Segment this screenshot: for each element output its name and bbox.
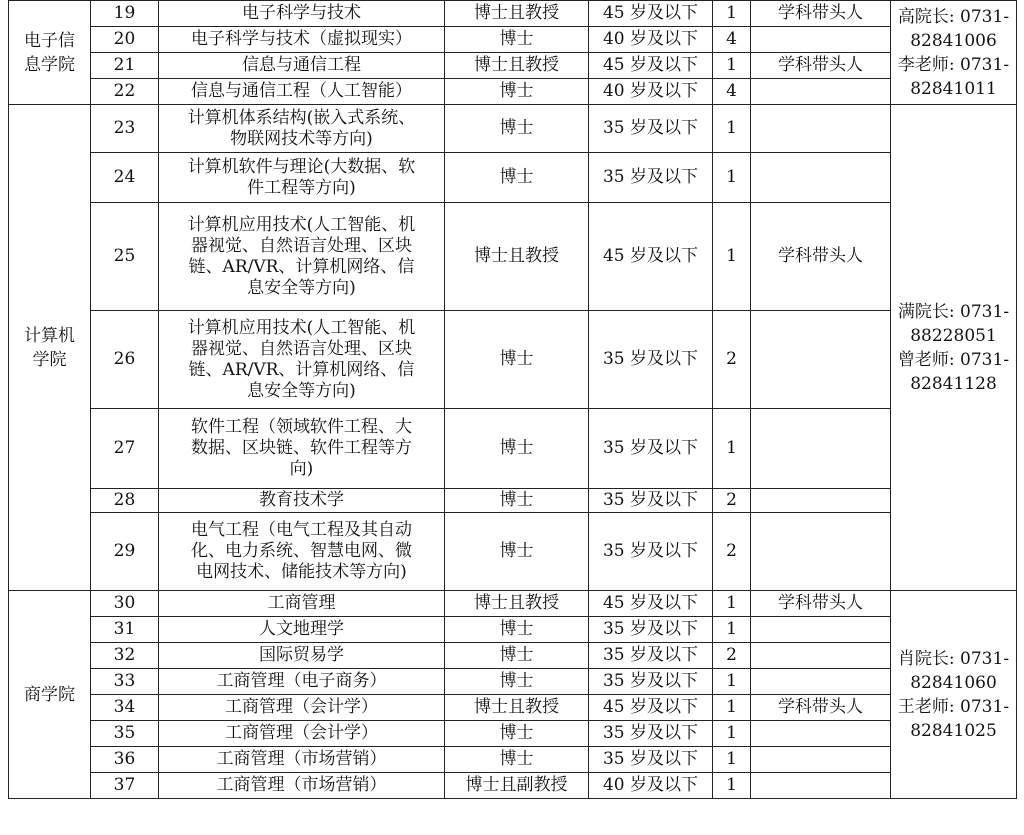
remark: [751, 409, 891, 489]
position-number: 22: [91, 79, 159, 105]
position-number: 24: [91, 153, 159, 203]
table-row: [9, 747, 1017, 773]
table-row: [9, 153, 1017, 203]
remark: [751, 721, 891, 747]
degree-requirement: 博士: [445, 27, 589, 53]
remark: [751, 669, 891, 695]
headcount: 1: [713, 591, 751, 617]
major-line: 件工程等方向): [247, 177, 356, 198]
dept-line: 商学院: [24, 684, 75, 705]
major-line: 链、AR/VR、计算机网络、信: [188, 256, 415, 277]
age-requirement: 35 岁及以下: [589, 669, 713, 695]
major-cell: [159, 79, 445, 105]
age-requirement: 35 岁及以下: [589, 617, 713, 643]
remark: [751, 79, 891, 105]
degree-requirement: 博士且副教授: [445, 773, 589, 799]
contact-cell: [891, 105, 1017, 591]
headcount: 2: [713, 513, 751, 591]
major-cell: [159, 513, 445, 591]
remark: 学科带头人: [751, 53, 891, 79]
major-line: 信息与通信工程（人工智能）: [191, 81, 412, 101]
table-row: [9, 695, 1017, 721]
position-number: 19: [91, 1, 159, 27]
major-cell: [159, 669, 445, 695]
age-requirement: 35 岁及以下: [589, 513, 713, 591]
remark: [751, 643, 891, 669]
recruitment-table: [8, 0, 1017, 799]
major-cell: [159, 311, 445, 409]
major-cell: [159, 409, 445, 489]
major-line: 器视觉、自然语言处理、区块: [191, 235, 412, 256]
position-number: 30: [91, 591, 159, 617]
dept-line: 学院: [32, 349, 67, 370]
degree-requirement: 博士: [445, 105, 589, 153]
contact-line: 82841128: [910, 373, 997, 394]
headcount: 1: [713, 153, 751, 203]
major-line: 工商管理（市场营销）: [216, 749, 387, 769]
table-row: [9, 643, 1017, 669]
major-cell: [159, 591, 445, 617]
remark: [751, 105, 891, 153]
dept-line: 息学院: [24, 54, 75, 75]
degree-requirement: 博士: [445, 153, 589, 203]
age-requirement: 35 岁及以下: [589, 153, 713, 203]
contact-cell: [891, 591, 1017, 799]
age-requirement: 45 岁及以下: [589, 203, 713, 311]
major-line: 电子科学与技术: [242, 3, 361, 23]
major-cell: [159, 489, 445, 513]
degree-requirement: 博士: [445, 513, 589, 591]
department-cell: [9, 591, 91, 799]
age-requirement: 35 岁及以下: [589, 409, 713, 489]
age-requirement: 35 岁及以下: [589, 721, 713, 747]
headcount: 2: [713, 643, 751, 669]
table-row: [9, 203, 1017, 311]
position-number: 20: [91, 27, 159, 53]
major-cell: [159, 53, 445, 79]
contact-line: 82841011: [910, 78, 997, 99]
position-number: 33: [91, 669, 159, 695]
position-number: 26: [91, 311, 159, 409]
headcount: 1: [713, 1, 751, 27]
contact-line: 曾老师: 0731-: [897, 349, 1010, 370]
major-line: 化、电力系统、智慧电网、微: [191, 541, 412, 561]
position-number: 27: [91, 409, 159, 489]
major-cell: [159, 203, 445, 311]
position-number: 34: [91, 695, 159, 721]
remark: 学科带头人: [751, 695, 891, 721]
headcount: 1: [713, 773, 751, 799]
major-cell: [159, 153, 445, 203]
degree-requirement: 博士: [445, 489, 589, 513]
remark: 学科带头人: [751, 203, 891, 311]
major-line: 息安全等方向): [247, 277, 356, 298]
major-cell: [159, 643, 445, 669]
remark: [751, 617, 891, 643]
table-row: [9, 79, 1017, 105]
remark: [751, 311, 891, 409]
major-line: 息安全等方向): [247, 380, 356, 401]
position-number: 32: [91, 643, 159, 669]
table-row: [9, 1, 1017, 27]
degree-requirement: 博士且教授: [445, 53, 589, 79]
age-requirement: 35 岁及以下: [589, 311, 713, 409]
major-line: 物联网技术等方向): [230, 128, 373, 149]
position-number: 29: [91, 513, 159, 591]
degree-requirement: 博士: [445, 669, 589, 695]
degree-requirement: 博士: [445, 747, 589, 773]
headcount: 4: [713, 79, 751, 105]
major-line: 计算机应用技术(人工智能、机: [187, 214, 416, 235]
table-row: [9, 53, 1017, 79]
department-cell: [9, 1, 91, 105]
age-requirement: 40 岁及以下: [589, 27, 713, 53]
major-line: 信息与通信工程: [242, 55, 361, 75]
table-row: [9, 105, 1017, 153]
age-requirement: 40 岁及以下: [589, 79, 713, 105]
major-line: 人文地理学: [259, 619, 344, 639]
age-requirement: 35 岁及以下: [589, 105, 713, 153]
degree-requirement: 博士: [445, 721, 589, 747]
major-cell: [159, 617, 445, 643]
headcount: 1: [713, 721, 751, 747]
major-line: 教育技术学: [259, 490, 344, 510]
contact-line: 满院长: 0731-: [897, 301, 1010, 322]
major-line: 工商管理（会计学）: [225, 723, 378, 743]
dept-line: 计算机: [24, 325, 75, 346]
major-cell: [159, 747, 445, 773]
remark: [751, 489, 891, 513]
major-line: 数据、区块链、软件工程等方: [191, 438, 412, 458]
position-number: 35: [91, 721, 159, 747]
table-row: [9, 311, 1017, 409]
major-line: 器视觉、自然语言处理、区块: [191, 338, 412, 359]
degree-requirement: 博士: [445, 409, 589, 489]
major-line: 计算机体系结构(嵌入式系统、: [187, 107, 416, 128]
remark: [751, 513, 891, 591]
contact-line: 王老师: 0731-: [897, 696, 1010, 717]
degree-requirement: 博士且教授: [445, 591, 589, 617]
table-row: [9, 591, 1017, 617]
degree-requirement: 博士: [445, 79, 589, 105]
major-cell: [159, 773, 445, 799]
contact-cell: [891, 1, 1017, 105]
age-requirement: 35 岁及以下: [589, 489, 713, 513]
age-requirement: 45 岁及以下: [589, 1, 713, 27]
table-row: [9, 513, 1017, 591]
degree-requirement: 博士: [445, 311, 589, 409]
headcount: 1: [713, 747, 751, 773]
major-line: 工商管理: [267, 593, 336, 613]
age-requirement: 35 岁及以下: [589, 747, 713, 773]
contact-line: 82841006: [910, 30, 997, 51]
position-number: 28: [91, 489, 159, 513]
major-line: 工商管理（会计学）: [225, 697, 378, 717]
table-body: [9, 1, 1017, 799]
headcount: 1: [713, 409, 751, 489]
contact-line: 88228051: [910, 325, 997, 346]
remark: 学科带头人: [751, 591, 891, 617]
major-line: 链、AR/VR、计算机网络、信: [188, 359, 415, 380]
major-line: 软件工程（领域软件工程、大: [191, 417, 412, 437]
headcount: 1: [713, 203, 751, 311]
headcount: 1: [713, 53, 751, 79]
position-number: 31: [91, 617, 159, 643]
position-number: 23: [91, 105, 159, 153]
major-line: 电网技术、储能技术等方向): [196, 562, 407, 582]
age-requirement: 40 岁及以下: [589, 773, 713, 799]
remark: [751, 773, 891, 799]
recruitment-table-container: [8, 0, 1017, 799]
major-line: 计算机软件与理论(大数据、软: [187, 156, 416, 177]
position-number: 36: [91, 747, 159, 773]
major-line: 工商管理（电子商务）: [216, 671, 387, 691]
major-line: 电子科学与技术（虚拟现实）: [191, 29, 412, 49]
major-cell: [159, 1, 445, 27]
major-line: 工商管理（市场营销）: [216, 775, 387, 795]
headcount: 1: [713, 695, 751, 721]
degree-requirement: 博士: [445, 643, 589, 669]
major-cell: [159, 721, 445, 747]
degree-requirement: 博士且教授: [445, 1, 589, 27]
major-line: 国际贸易学: [259, 645, 344, 665]
major-line: 电气工程（电气工程及其自动: [191, 520, 412, 540]
major-line: 向): [289, 459, 314, 479]
degree-requirement: 博士且教授: [445, 695, 589, 721]
major-cell: [159, 695, 445, 721]
headcount: 1: [713, 105, 751, 153]
age-requirement: 35 岁及以下: [589, 643, 713, 669]
dept-line: 电子信: [24, 30, 75, 51]
table-row: [9, 617, 1017, 643]
table-row: [9, 721, 1017, 747]
remark: 学科带头人: [751, 1, 891, 27]
table-row: [9, 27, 1017, 53]
major-line: 计算机应用技术(人工智能、机: [187, 317, 416, 338]
degree-requirement: 博士且教授: [445, 203, 589, 311]
major-cell: [159, 105, 445, 153]
headcount: 2: [713, 489, 751, 513]
remark: [751, 27, 891, 53]
contact-line: 肖院长: 0731-: [897, 648, 1010, 669]
table-row: [9, 409, 1017, 489]
table-row: [9, 669, 1017, 695]
degree-requirement: 博士: [445, 617, 589, 643]
department-cell: [9, 105, 91, 591]
position-number: 25: [91, 203, 159, 311]
age-requirement: 45 岁及以下: [589, 591, 713, 617]
contact-line: 李老师: 0731-: [897, 54, 1010, 75]
major-cell: [159, 27, 445, 53]
contact-line: 82841025: [910, 720, 997, 741]
remark: [751, 747, 891, 773]
headcount: 2: [713, 311, 751, 409]
age-requirement: 45 岁及以下: [589, 53, 713, 79]
headcount: 4: [713, 27, 751, 53]
headcount: 1: [713, 669, 751, 695]
contact-line: 82841060: [910, 672, 997, 693]
age-requirement: 45 岁及以下: [589, 695, 713, 721]
table-row: [9, 773, 1017, 799]
headcount: 1: [713, 617, 751, 643]
table-row: [9, 489, 1017, 513]
contact-line: 高院长: 0731-: [897, 6, 1010, 27]
position-number: 37: [91, 773, 159, 799]
remark: [751, 153, 891, 203]
position-number: 21: [91, 53, 159, 79]
